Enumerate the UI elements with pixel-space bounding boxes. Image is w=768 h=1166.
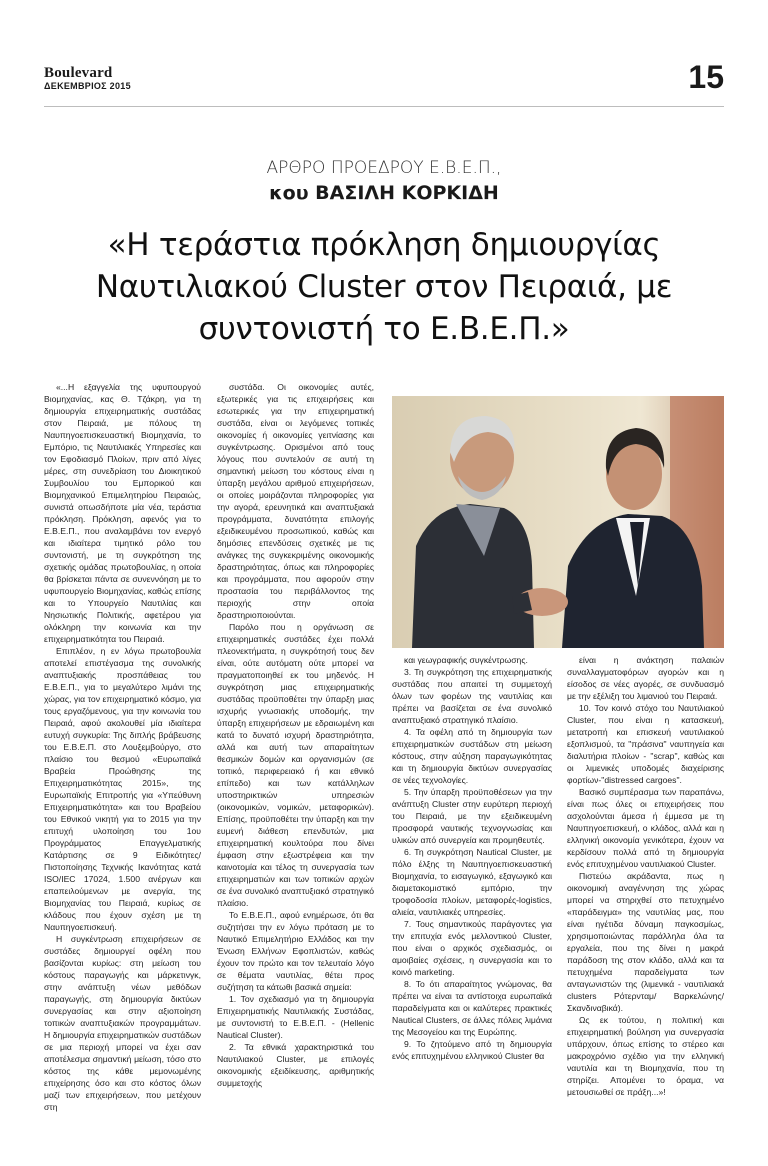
- text-column-3: [392, 654, 552, 1103]
- text-column-1: [44, 381, 201, 1112]
- publication-name: Boulevard: [44, 65, 113, 81]
- paragraph: 7. Τους σημαντικούς παράγοντες για την επιτυχία ενός μελλοντικού Cluster, που είναι ο αρχικός σχεδιασμός, οι αμοιβαίες σχέσεις, η συνεργασία και το κοινό marketing.: [392, 919, 552, 977]
- text-column-2: [217, 381, 374, 1103]
- paragraph: Παρόλο που η οργάνωση σε επιχειρηματικές συστάδες έχει πολλά πλεονεκτήματα, η συγκρότησή τους δεν είναι, ούτε αυτόματη ούτε μπορεί να πραγματοποιηθεί εκ του μηδενός. Η συγκρότηση μιας επιχειρηματικής συστάδας προϋποθέτει την ύπαρξη μιας ισχυρής γνωσιακής υποδομής, την ύπαρξη επιχειρήσεων με εδραιωμένη και κατά το δυνατό ισχυρή δραστηριότητα, αλλά και αυτή των απαραίτητων θεσμικών δομών και οργανισμών (σε τοπικό, περιφερειακό ή και εθνικό επίπεδο) και των κατάλληλων υποστηρικτικών υπηρεσιών (οικονομικών, νομικών, μεταφορικών). Επίσης, προϋποθέτει την ύπαρξη και την ευμενή διάθεση επενδυτών, μια επιχειρηματική κουλτούρα που δίνει έμφαση στην εξωστρέφεια και την καινοτομία και τέλος τη συνεργασία των επιχειρηματιών και των τοπικών αρχών σε ένα συνολικό αναπτυξιακό στρατηγικό πλαίσιο.: [217, 622, 374, 908]
- paragraph: Ως εκ τούτου, η πολιτική και επιχειρηματική βούληση για συνεργασία υπάρχουν, όπως επίσης το στέρεο και μακροχρόνιο σχέδιο για την ελληνική ναυτιλία και τη Βιομηχανία, που τη στηρίζει. Απομένει το όραμα, να μετουσιωθεί σε πράξη...»!: [567, 1015, 724, 1097]
- paragraph: είναι η ανάκτηση παλαιών συναλλαγματοφόρων αγορών και η είσοδος σε νέες αγορές, σε συνδυασμό με την εξέλιξη του λιμανιού του Πειραιά.: [567, 655, 724, 701]
- paragraph: «...Η εξαγγελία της υφυπουργού Βιομηχανίας, κας Θ. Τζάκρη, για τη δημιουργία επιχειρηματικής συστάδας στον Πειραιά, με πόλους τη Ναυπηγοεπισκευαστική Βιομηχανία, το Εμπόριο, τις Ναυτιλιακές Υπηρεσίες και τον Εφοδιασμό Πλοίων, πριν από λίγες μέρες, στη συνεδρίαση του Διοικητικού Συμβουλίου του Εμπορικού και Βιομηχανικού Επιμελητηρίου Πειραιώς, συνιστά οπωσδήποτε μία νέα, τεράστια πρόκληση. Πρόκληση, αφενός για το Ε.Β.Ε.Π., που αναλαμβάνει τον ενεργό και ιδιαίτερα τιμητικό ρόλο του συντονιστή, με τη συγκρότηση της σχετικής ομάδας πρωτοβουλίας, η οποία θα βρίσκεται πάντα σε συνεννόηση με το υφυπουργείο Βιομηχανίας, καθώς επίσης και το Υπουργείο Ναυτιλίας και Νησιωτικής Πολιτικής, αφετέρου για ολόκληρη την κοινωνία και την επιχειρηματικότητα του Πειραιά.: [44, 382, 201, 644]
- paragraph: 5. Την ύπαρξη προϋποθέσεων για την ανάπτυξη Cluster στην ευρύτερη περιοχή του Πειραιά, με την εξειδικευμένη προσφορά ναυτικής τεχνογνωσίας και υλικών από συνεργεία και προμηθευτές.: [392, 787, 552, 845]
- paragraph: 2. Τα εθνικά χαρακτηριστικά του Ναυτιλιακού Cluster, με επιλογές οικονομικής εξειδίκευσης, αριθμητικής συμμετοχής: [217, 1042, 374, 1088]
- article-kicker: ΑΡΘΡΟ ΠΡΟΕΔΡΟΥ Ε.Β.Ε.Π.,: [266, 158, 502, 178]
- paragraph: Πιστεύω ακράδαντα, πως η οικονομική αναγέννηση της χώρας μπορεί να στηριχθεί στο πετυχημένο «παράδειγμα» της ναυτιλίας μας, που είναι ηγέτιδα δύναμη παγκοσμίως, χρησιμοποιώντας παράλληλα όλα τα εργαλεία, που της δίνει η μακρά παράδοση της στον κλάδο, αλλά και τα πετυχημένα παραδείγματα των ανταγωνιστών της (λιμενικά - ναυτιλιακά clusters Ρότερνταμ/ Βαρκελώνης/ Σκανδιναβικά).: [567, 871, 724, 1013]
- page-number: 15: [688, 59, 724, 95]
- paragraph: 6. Τη συγκρότηση Nautical Cluster, με πόλο έλξης τη Ναυπηγοεπισκευαστική Βιομηχανία, το εισαγωγικό, εξαγωγικό και διαμετακομιστικό εμπόριο, την τροφοδοσία πλοίων, μεταφορές-logistics, αλιεία, ναυτιλιακές υπηρεσίες.: [392, 847, 552, 917]
- issue-date: ΔΕΚΕΜΒΡΙΟΣ 2015: [44, 81, 131, 91]
- paragraph: Βασικό συμπέρασμα των παραπάνω, είναι πως όλες οι επιχειρήσεις που ασχολούνται άμεσα ή έμμεσα με τη Ναυπηγοεπισκευή, ο κλάδος, αλλά και η ελληνική οικονομία γενικότερα, έχουν να κερδίσουν πολλά από τη δημιουργία ενός επιτυχημένου ναυτιλιακού Cluster.: [567, 787, 724, 869]
- paragraph: 9. Το ζητούμενο από τη δημιουργία ενός επιτυχημένου ελληνικού Cluster θα: [392, 1039, 552, 1061]
- paragraph: συστάδα. Οι οικονομίες αυτές, εξωτερικές για τις επιχειρήσεις και εσωτερικές για την επιχειρηματική συστάδα, είναι οι λεγόμενες τοπικές οικονομίες ή οικονομίες γειτνίασης και συγκέντρωσης. Ορισμένοι από τους λόγους που συντελούν σε αυτή τη σημαντική μείωση του κόστους είναι η ύπαρξη μεγάλου αριθμού επιχειρήσεων, οι οποίες μοιράζονται πληροφορίες για την αγορά, ερευνητικά και αναπτυξιακά προγράμματα, δυνατότητα επιλογής εξειδικευμένου προσωπικού, καθώς και δημόσιες επενδύσεις σχετικές με τις ανάγκες της συγκεκριμένης οικονομικής δραστηριότητας, όπως και πληροφορίες και προγράμματα, που αφορούν στην προστασία του περιβάλλοντος της περιοχής στην οποία δραστηριοποιούνται.: [217, 382, 374, 620]
- paragraph: Η συγκέντρωση επιχειρήσεων σε συστάδες δημιουργεί οφέλη που βασίζονται κυρίως: στη μείωση του κόστους παραγωγής και μάρκετινγκ, στην ανάπτυξη νέων μεθόδων παραγωγής, στη δημιουργία δικτύων συνεργασίας και στην αξιοποίηση τοπικών αναπτυξιακών προγραμμάτων. Η δημιουργία επιχειρηματικών συστάδων σε μια περιοχή μπορεί να έχει σαν αποτέλεσμα σημαντική μείωση, τόσο στο κόστος της κάθε μεμονωμένης επιχείρησης όσο και στο κόστος όλων μαζί των επιχειρήσεων, που μετέχουν στη: [44, 934, 201, 1112]
- article-headline: «Η τεράστια πρόκληση δημιουργίας Ναυτιλιακού Cluster στον Πειραιά, με συντονιστή το Ε.Β.Ε.Π.»: [95, 227, 673, 347]
- paragraph: Επιπλέον, η εν λόγω πρωτοβουλία αποτελεί επιστέγασμα της συνολικής αναπτυξιακής προσπάθειας του Ε.Β.Ε.Π., για το μεγαλύτερο λιμάνι της χώρας, για τον επιχειρηματικό κόσμο, για τους εργαζόμενους, για την κοινωνία του Πειραιά, αφού ακολουθεί μία ιδιαίτερα ευτυχή συγκυρία: Της διπλής βράβευσης του Ε.Β.Ε.Π. στο Λουξεμβούργο, στο πλαίσιο του θεσμού «Ευρωπαϊκά Βραβεία Προώθησης της Επιχειρηματικότητας 2015», της Ευρωπαϊκής Επιτροπής για «Υπεύθυνη Επιχειρηματικότητα» και του Βραβείου του Εθνικού νικητή για το 2015 για την επιτυχή υλοποίηση του 1ου Προγράμματος Επαγγελματικής Κατάρτισης σε 9 Ειδικότητες/Πιστοποίησης Τεχνικής Ικανότητας κατά ISO/IEC 17024, 1.500 ανέργων και επαπειλούμενων με ανεργία, της Βιομηχανίας του Πειραιά, κυρίως σε κλάδους που έχουν σχέση με τη Ναυπηγοεπισκευή.: [44, 646, 201, 932]
- article-photo: [392, 396, 724, 648]
- paragraph: 3. Τη συγκρότηση της επιχειρηματικής συστάδας που απαιτεί τη συμμετοχή όλων των φορέων της ναυτιλίας και πρέπει να βασίζεται σε ένα συνολικό αναπτυξιακό στρατηγικό πλαίσιο.: [392, 667, 552, 725]
- paragraph: 8. Το ότι απαραίτητος γνώμονας, θα πρέπει να είναι τα αντίστοιχα ευρωπαϊκά παραδείγματα και οι καλύτερες πρακτικές Nautical Clusters, σε άλλες πόλεις λιμάνια της Μεσογείου και της Ευρώπης.: [392, 979, 552, 1037]
- header-divider: [44, 106, 724, 107]
- text-column-4: [567, 654, 724, 1103]
- article-author: κου ΒΑΣΙΛΗ ΚΟΡΚΙΔΗ: [269, 182, 499, 204]
- paragraph: Το Ε.Β.Ε.Π., αφού ενημέρωσε, ότι θα συζητήσει την εν λόγω πρόταση με το Ναυτικό Επιμελητήριο Ελλάδος και την Ένωση Ελλήνων Εφοπλιστών, καθώς έχουν τον πρώτο και τον τελευταίο λόγο σε θέματα ναυτιλίας, θέτει προς συζήτηση τα κάτωθι βασικά σημεία:: [217, 910, 374, 992]
- photo-two-men-greeting: [392, 396, 724, 648]
- paragraph: 4. Τα οφέλη από τη δημιουργία των επιχειρηματικών συστάδων στη μείωση κόστους, στην αύξηση παραγωγικότητας και τη δημιουργία δικτύων συνεργασίας σε νέες τεχνολογίες.: [392, 727, 552, 785]
- paragraph: και γεωγραφικής συγκέντρωσης.: [404, 655, 528, 665]
- masthead: [44, 66, 131, 92]
- paragraph: 1. Τον σχεδιασμό για τη δημιουργία Επιχειρηματικής Ναυτιλιακής Συστάδας, με συντονιστή το Ε.Β.Ε.Π. - (Hellenic Nautical Cluster).: [217, 994, 374, 1040]
- paragraph: 10. Τον κοινό στόχο του Ναυτιλιακού Cluster, που είναι η κατασκευή, μετατροπή και επισκευή ναυτιλιακού εξοπλισμού, τα "πράσινα" ναυπηγεία και διαλυτήρια πλοίων - "scrap", καθώς και οι λιμενικές υποδομές διαχείρισης φορτίων-"distressed cargoes".: [567, 703, 724, 785]
